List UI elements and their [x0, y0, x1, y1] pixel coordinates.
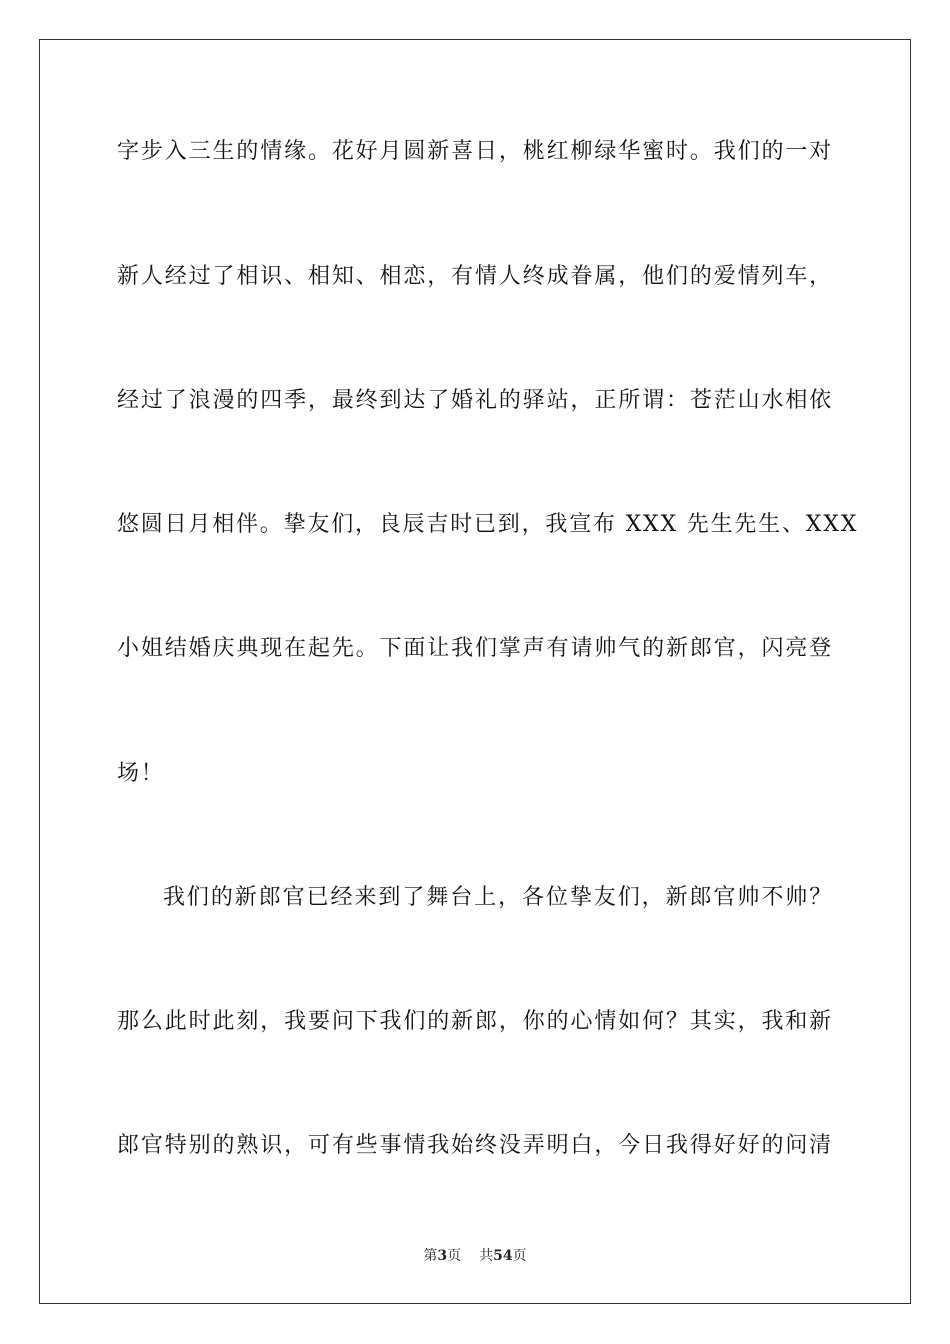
page-footer	[0, 1246, 950, 1266]
body-line-1: 字步入三生的情缘。花好月圆新喜日，桃红柳绿华蜜时。我们的一对	[117, 139, 833, 164]
body-line-3: 经过了浪漫的四季，最终到达了婚礼的驿站，正所谓：苍茫山水相依	[117, 388, 833, 413]
footer-page-suffix: 页	[447, 1248, 462, 1264]
paragraph-2-line-1: 我们的新郎官已经来到了舞台上，各位挚友们，新郎官帅不帅？	[163, 885, 833, 910]
body-line-5: 小姐结婚庆典现在起先。下面让我们掌声有请帅气的新郎官，闪亮登	[117, 636, 833, 661]
paragraph-2-line-2: 那么此时此刻，我要问下我们的新郎，你的心情如何？其实，我和新	[117, 1009, 833, 1034]
footer-total-number: 54	[493, 1248, 513, 1264]
body-line-4: 悠圆日月相伴。挚友们，良辰吉时已到，我宣布 XXX 先生先生、XXX	[117, 512, 859, 537]
paragraph-2-line-3: 郎官特别的熟识，可有些事情我始终没弄明白，今日我得好好的问清	[117, 1133, 833, 1158]
footer-total-suffix: 页	[512, 1248, 527, 1264]
footer-total-prefix: 共	[479, 1248, 494, 1264]
footer-page-number: 3	[437, 1248, 448, 1264]
body-line-6: 场！	[117, 761, 165, 786]
body-line-2: 新人经过了相识、相知、相恋，有情人终成眷属，他们的爱情列车，	[117, 264, 833, 289]
page-border	[39, 39, 911, 1304]
footer-page-prefix: 第	[423, 1248, 438, 1264]
